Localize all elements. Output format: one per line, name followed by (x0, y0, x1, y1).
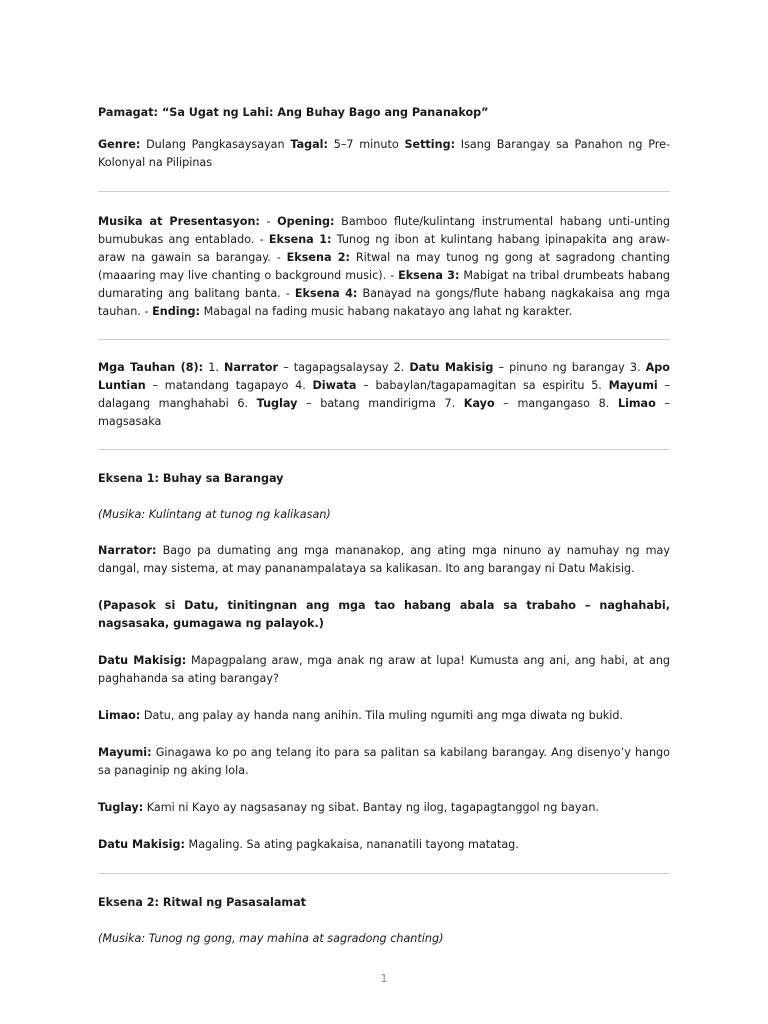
musika-item-label: Eksena 3: (398, 269, 460, 282)
speaker: Datu Makisig: (98, 654, 187, 667)
musika-item-text: Mabagal na fading music habang nakatayo ang lahat ng karakter. (203, 305, 573, 318)
tauhan-num: 4. (295, 379, 306, 392)
music-cue (98, 506, 670, 524)
tauhan-num: 7. (444, 397, 456, 410)
music-cue (98, 930, 670, 948)
tauhan-num: 3. (629, 361, 641, 374)
dialogue-line (98, 542, 670, 578)
musika-item-label: Eksena 1: (268, 233, 332, 246)
musika-item-text: Ritwal na may tunog ng gong at sagradong chanting (maaaring may live chanting o background music). (98, 251, 670, 282)
genre-line (98, 136, 670, 172)
speaker: Narrator: (98, 544, 157, 557)
tauhan-desc: tagapagsalaysay (293, 361, 389, 374)
musika-label: Musika at Presentasyon: (98, 215, 260, 228)
setting-label: Setting: (404, 138, 456, 151)
music-cue-text: (Musika: Kulintang at tunog ng kalikasan) (98, 508, 331, 521)
musika-item-text: Mabigat na tribal drumbeats habang dumarating ang balitang banta. (98, 269, 671, 300)
tauhan-name: Kayo (463, 397, 495, 410)
musika-item-label: Opening: (277, 215, 335, 228)
genre-label: Genre: (98, 138, 141, 151)
tauhan-desc: batang mandirigma (320, 397, 436, 410)
line: Ginagawa ko po ang telang ito para sa palitan sa kabilang barangay. Ang disenyo’y hango sa panaginip ng aking lola. (98, 746, 670, 777)
tauhan-desc: pinuno ng barangay (509, 361, 625, 374)
tauhan-paragraph: Mga Tauhan (8): 1. Narrator – tagapagsalaysay 2. Datu Makisig – pinuno ng barangay 3. Apo Luntian – matandang tagapayo 4. Diwata – babaylan/tagapamagitan sa espiritu 5. Mayumi – dalagang manghahabi 6. Tuglay – batang mandirigma 7. Kayo – mangangaso 8. Limao – magsasaka (98, 361, 671, 428)
speaker: Limao: (98, 709, 141, 722)
tauhan-num: 8. (598, 397, 610, 410)
scene-heading-text: Eksena 2: Ritwal ng Pasasalamat (98, 896, 306, 909)
dialogue-line (98, 707, 670, 725)
tagal-label: Tagal: (290, 138, 328, 151)
divider (98, 873, 670, 874)
line: Bago pa dumating ang mga mananakop, ang ating mga ninuno ay namuhay ng may dangal, may sistema, at may pananampalataya sa kalikasan. Ito ang barangay ni Datu Makisig. (98, 544, 670, 575)
line: Kami ni Kayo ay nagsasanay ng sibat. Bantay ng ilog, tagapagtanggol ng bayan. (146, 801, 599, 814)
play-title (98, 104, 670, 122)
document-page (98, 104, 670, 948)
tauhan-desc: mangangaso (517, 397, 590, 410)
tagal-value: 5–7 minuto (333, 138, 399, 151)
scene-heading-text: Eksena 1: Buhay sa Barangay (98, 472, 284, 485)
speaker: Mayumi: (98, 746, 152, 759)
tauhan-name: Limao (617, 397, 656, 410)
musika-item-label: Eksena 4: (294, 287, 358, 300)
dialogue-line (98, 836, 670, 854)
line: Magaling. Sa ating pagkakaisa, nananatili tayong matatag. (188, 838, 519, 851)
tauhan-num: 5. (591, 379, 602, 392)
stage-direction-text: (Papasok si Datu, tinitingnan ang mga tao habang abala sa trabaho – naghahabi, nagsasaka, gumagawa ng palayok.) (98, 599, 670, 630)
tauhan-label: Mga Tauhan (8): (98, 361, 204, 374)
tauhan-name: Narrator (223, 361, 279, 374)
tauhan-num: 1. (208, 361, 219, 374)
tauhan-desc: babaylan/tagapamagitan sa espiritu (375, 379, 585, 392)
title-text: “Sa Ugat ng Lahi: Ang Buhay Bago ang Pananakop” (161, 106, 489, 119)
speaker: Tuglay: (98, 801, 144, 814)
tauhan-name: Apo Luntian (98, 361, 670, 392)
musika-item-label: Ending: (152, 305, 200, 318)
tauhan-num: 6. (237, 397, 249, 410)
scene-heading (98, 894, 670, 912)
stage-direction (98, 597, 670, 633)
musika-item-text: Banayad na gongs/flute habang nagkakaisa ang mga tauhan. (98, 287, 671, 318)
dialogue-line (98, 799, 670, 817)
tauhan-desc: dalagang manghahabi (98, 397, 229, 410)
tauhan-name: Tuglay (256, 397, 298, 410)
tauhan-name: Datu Makisig (409, 361, 494, 374)
line: Datu, ang palay ay handa nang anihin. Tila muling ngumiti ang mga diwata ng bukid. (143, 709, 624, 722)
tauhan-name: Mayumi (608, 379, 658, 392)
musika-item-label: Eksena 2: (286, 251, 350, 264)
musika-paragraph: Musika at Presentasyon: - Opening: Bamboo flute/kulintang instrumental habang unti-unting bumubukas ang entablado. - Eksena 1: Tunog ng ibon at kulintang habang ipinapakita ang araw-araw na gawain sa barangay. - Eksena 2: Ritwal na may tunog ng gong at sagradong chanting (maaaring may live chanting o background music). - Eksena 3: Mabigat na tribal drumbeats habang dumarating ang balitang banta. - Eksena 4: Banayad na gongs/flute habang nagkakaisa ang mga tauhan. - Ending: Mabagal na fading music habang nakatayo ang lahat ng karakter. (98, 215, 671, 318)
musika-item-text: Bamboo flute/kulintang instrumental habang unti-unting bumubukas ang entablado. (98, 215, 670, 246)
dialogue-line (98, 744, 670, 780)
dialogue-line (98, 652, 670, 688)
scene-heading (98, 470, 670, 488)
speaker: Datu Makisig: (98, 838, 185, 851)
divider (98, 191, 670, 192)
divider (98, 339, 670, 340)
title-label: Pamagat: (98, 106, 159, 119)
setting-value: Isang Barangay sa Panahon ng Pre-Kolonyal na Pilipinas (98, 138, 671, 169)
tauhan-desc: matandang tagapayo (164, 379, 289, 392)
page-number: 1 (380, 972, 388, 985)
musika-item-text: Tunog ng ibon at kulintang habang ipinapakita ang araw-araw na gawain sa barangay. (98, 233, 670, 264)
tauhan-num: 2. (393, 361, 405, 374)
tauhan-desc: magsasaka (98, 415, 162, 428)
divider (98, 449, 670, 450)
tauhan-name: Diwata (312, 379, 357, 392)
line: Mapagpalang araw, mga anak ng araw at lupa! Kumusta ang ani, ang habi, at ang paghahanda sa ating barangay? (98, 654, 671, 685)
music-cue-text: (Musika: Tunog ng gong, may mahina at sagradong chanting) (98, 932, 444, 945)
genre-value: Dulang Pangkasaysayan (146, 138, 285, 151)
